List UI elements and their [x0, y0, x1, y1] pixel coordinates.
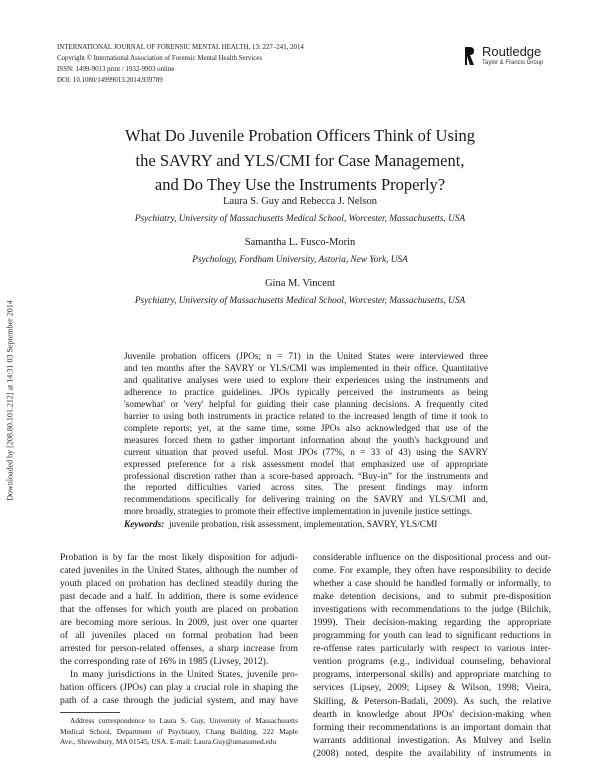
abstract-line: recommendations specifically for delivering training on the SAVRY and YLS/CMI and, [124, 495, 488, 506]
copyright-line: Copyright © International Association of Forensic Mental Health Services [57, 55, 263, 62]
publisher-subtitle: Taylor & Francis Group [482, 60, 544, 66]
body-text-line: Probation is by far the most likely disposition for adjudi- [60, 552, 298, 563]
issn-line: ISSN: 1499-9013 print / 1932-9903 online [57, 66, 175, 73]
author-affiliation: Psychiatry, University of Massachusetts Medical School, Worcester, Massachusetts, USA [134, 214, 466, 224]
keywords-text: juvenile probation, risk assessment, implementation, SAVRY, YLS/CMI [168, 520, 438, 530]
body-text-line: Skilling, & Peterson-Badali, 2009). As such, the relative [313, 695, 551, 707]
body-text-line: arrested for person-related offenses, a sharp increase from [60, 643, 298, 655]
title-line: What Do Juvenile Probation Officers Think of Using [125, 126, 475, 145]
footnote-line: Address correspondence to Laura S. Guy, University of Massachusetts [70, 716, 298, 725]
body-text-line: bation officers (JPOs) can play a crucial role in shaping the [60, 682, 298, 694]
abstract-line: more broadly, strategies to promote their effective implementation in juvenile justice settings. [124, 507, 473, 518]
body-text-line: considerable influence on the dispositional process and out- [313, 552, 551, 563]
abstract-line: professional discretion rather than a score-based approach. “Buy-in” for the instruments and [124, 471, 488, 482]
abstract-line: and ten months after the SAVRY or YLS/CMI was implemented in their office. Quantitative [124, 363, 488, 374]
body-text-line: programs, interpersonal skills) and appropriate matching to [313, 669, 551, 681]
abstract-line: adherence to practice guidelines. JPOs typically perceived the instruments as being [124, 387, 488, 398]
publisher-logo [462, 44, 552, 70]
body-text-line: past decade and a half. In addition, there is some evidence [60, 591, 298, 603]
abstract-line: the reported difficulties varied across sites. The present findings may inform [124, 483, 488, 494]
keywords-label: Keywords: [124, 520, 165, 530]
title-line: the SAVRY and YLS/CMI for Case Management, [135, 150, 465, 170]
author-names: Samantha L. Fusco-Morin [244, 237, 356, 248]
abstract-line: barrier to using both instruments in practice related to the increased length of time it took to [124, 411, 488, 422]
abstract-line: Juvenile probation officers (JPOs; n = 71) in the United States were interviewed three [124, 352, 488, 362]
journal-citation: INTERNATIONAL JOURNAL OF FORENSIC MENTAL HEALTH, 13: 227–241, 2014 [57, 44, 304, 51]
body-text-line: the corresponding rate of 16% in 1985 (Livsey, 2012). [60, 656, 269, 668]
body-text-line: cated juveniles in the United States, although the number of [60, 565, 298, 577]
footnote [60, 716, 298, 748]
body-text-line: dearth in knowledge about JPOs' decision-making when [313, 708, 551, 720]
body-left-paragraph-1 [60, 551, 298, 668]
publisher-name: Routledge [482, 44, 542, 59]
body-text-line: warrants additional investigation. As Mulvey and Iselin [313, 734, 551, 746]
footnote-line: Medical School, Department of Psychiatry, Chang Building, 222 Maple [60, 726, 298, 736]
abstract-line: measures forced them to gather important information about the youth's background and [124, 435, 488, 446]
body-left-paragraph-2 [60, 668, 298, 707]
body-text-line: path of a case through the judicial system, and may have [60, 695, 298, 707]
abstract-line: and qualitative analyses were used to explore their experiences using the instruments and [124, 375, 488, 386]
body-right-column [313, 551, 551, 760]
body-text-line: services (Lipsey, 2009; Lipsey & Wilson, 1998; Vieira, [313, 682, 551, 694]
body-text-line: whether a case should be handled formally or informally, to [313, 578, 551, 590]
body-text-line: of all juveniles placed on formal probation had been [60, 630, 298, 642]
download-watermark: Downloaded by [208.80.101.212] at 14:31 03 September 2014 [5, 300, 15, 501]
abstract-line: 'somewhat' or 'very' helpful for guiding their case planning decisions. A frequently cited [124, 399, 488, 410]
body-text-line: make detention decisions, and to submit pre-disposition [313, 591, 551, 603]
abstract [124, 352, 488, 519]
footnote-line: Ave., Shrewsbury, MA 01545, USA. E-mail: Laura.Guy@umassmed.edu [60, 737, 277, 747]
footnote-rule [60, 712, 120, 713]
article-title [60, 124, 540, 198]
body-text-line: vention programs (e.g., individual counseling, behavioral [313, 656, 551, 668]
body-text-line: that the offenses for which youth are placed on probation [60, 604, 298, 616]
abstract-line: expressed preference for a risk assessment model that emphasized use of appropriate [124, 459, 488, 470]
doi-line: DOI: 10.1080/14999013.2014.939789 [57, 77, 163, 84]
body-text-line: 1999). Their decision-making regarding the appropriate [313, 617, 551, 629]
author-affiliation: Psychology, Fordham University, Astoria, New York, USA [192, 255, 408, 265]
keywords [124, 520, 437, 530]
abstract-line: current situation that proved useful. Most JPOs (77%, n = 33 of 43) using the SAVRY [124, 447, 488, 458]
author-names: Gina M. Vincent [264, 278, 336, 289]
routledge-r-icon [462, 45, 476, 67]
abstract-line: complete reports; yet, at the same time, some JPOs also acknowledged that use of the [124, 423, 488, 434]
body-text-line: programming for youth can lead to significant reductions in [313, 630, 551, 642]
body-text-line: re-offense rates particularly with respect to various inter- [313, 643, 551, 655]
journal-header [57, 42, 304, 86]
body-text-line: come. For example, they often have responsibility to decide [313, 565, 551, 577]
author-names: Laura S. Guy and Rebecca J. Nelson [223, 196, 377, 207]
body-text-line: investigations with recommendations to the judge (Bilchik, [313, 604, 551, 616]
body-text-line: (2008) noted, despite the availability of instruments in [313, 747, 551, 759]
title-line: and Do They Use the Instruments Properly? [154, 175, 446, 194]
body-text-line: In many jurisdictions in the United States, juvenile pro- [70, 669, 298, 680]
body-text-line: forming their recommendations is an important domain that [313, 721, 551, 733]
author-affiliation: Psychiatry, University of Massachusetts Medical School, Worcester, Massachusetts, USA [134, 296, 466, 306]
body-text-line: are becoming more serious. In 2009, just over one quarter [60, 617, 298, 629]
body-text-line: youth placed on probation has declined steadily during the [60, 578, 298, 590]
